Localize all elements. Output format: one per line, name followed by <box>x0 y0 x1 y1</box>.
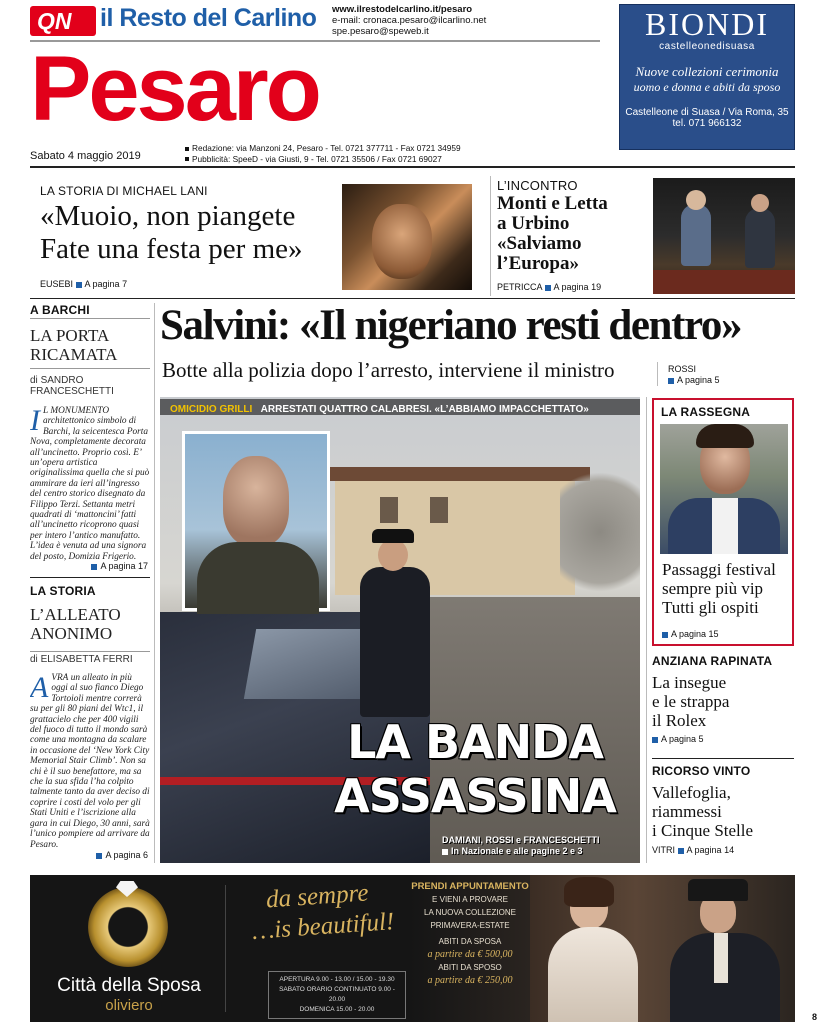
ricorso-line-3: i Cinque Stelle <box>652 821 754 840</box>
barchi-dropcap: I <box>30 406 40 437</box>
sposa-divider <box>225 885 226 1012</box>
grilli-big-title <box>310 715 640 823</box>
sposa-promo <box>410 875 530 1022</box>
header-rule <box>30 166 795 168</box>
redazione-info: Redazione: via Manzoni 24, Pesaro - Tel. 0721 377711 - Fax 0721 34959 <box>192 143 461 153</box>
barchi-byline: SANDRO FRANCESCHETTI <box>30 375 114 397</box>
grilli-big-1: LA BANDA <box>347 715 603 769</box>
couple-photo <box>530 875 795 1022</box>
rassegna-line-3: Tutti gli ospiti <box>662 598 759 617</box>
storia-page[interactable]: A pagina 6 <box>105 850 148 860</box>
grilli-credits: DAMIANI, ROSSI e FRANCESCHETTI <box>442 835 600 845</box>
barchi-page[interactable]: A pagina 17 <box>100 561 148 571</box>
house-window <box>430 497 448 523</box>
lani-author: EUSEBI <box>40 279 74 289</box>
city-title: Pesaro <box>30 38 319 140</box>
storia-byline-prefix: di <box>30 654 38 665</box>
anziana-line-1: La insegue <box>652 673 727 692</box>
grilli-banner-text: ARRESTATI QUATTRO CALABRESI. «L’ABBIAMO IMPACCHETTATO» <box>260 404 589 415</box>
house-roof <box>320 467 590 481</box>
top-strip-divider <box>490 176 491 296</box>
ricorso-author: VITRI <box>652 845 676 855</box>
sposa-promo-4: PRIMAVERA-ESTATE <box>430 921 510 930</box>
lead-author: ROSSI <box>668 364 697 374</box>
storia-dropcap: A <box>30 673 49 704</box>
storia-kicker: LA STORIA <box>30 584 96 598</box>
lani-kicker: LA STORIA DI MICHAEL LANI <box>40 184 208 198</box>
sposa-slogan-2: …is beautiful! <box>251 908 396 945</box>
email-cronaca[interactable]: e-mail: cronaca.pesaro@ilcarlino.net <box>332 15 487 26</box>
ad-biondi[interactable] <box>619 4 795 150</box>
ricorso-section[interactable] <box>652 764 794 864</box>
biondi-slogan-1: Nuove collezioni cerimonia <box>635 64 779 79</box>
lead-headline[interactable]: Salvini: «Il nigeriano resti dentro» <box>160 302 742 349</box>
anziana-section[interactable] <box>652 654 794 758</box>
sposa-promo-2: E VIENI A PROVARE <box>432 895 508 904</box>
barchi-title-1: LA PORTA <box>30 326 110 345</box>
tree <box>560 457 640 607</box>
barchi-body: L MONUMENTO architettonico simbolo di Barchi, la seicentesca Porta Nova, completamente decorata all’uncinetto. Proprio così. E’ un’opera artistica originalissima quella che si può ammirare da ieri all’ingresso del centro storico disegnato da Filippo Terzi. Settanta metri quadrati di ‘mattoncini’ fatti all’uncinetto ricoprono quasi per intero l’antico manufatto. L’idea è venuta ad una signora del posto, Domizia Frigerio. <box>30 406 150 562</box>
sposa-promo-1: PRENDI APPUNTAMENTO <box>411 881 529 892</box>
victim-portrait <box>182 431 330 611</box>
right-divider <box>646 397 647 863</box>
lead-meta <box>668 364 720 386</box>
rassegna-photo <box>660 424 788 554</box>
sposa-promo-8: a partire da € 250,00 <box>427 975 513 986</box>
barchi-title-2: RICAMATA <box>30 345 118 364</box>
anziana-line-3: il Rolex <box>652 711 707 730</box>
grilli-banner <box>160 399 640 415</box>
carabiniere <box>360 567 430 717</box>
masthead-date: Sabato 4 maggio 2019 <box>30 150 141 162</box>
sposa-promo-6: a partire da € 500,00 <box>427 949 513 960</box>
incontro-box[interactable] <box>497 176 797 296</box>
incontro-kicker: L’INCONTRO <box>497 178 578 193</box>
sposa-promo-7: ABITI DA SPOSO <box>438 963 502 972</box>
page-number: 8 <box>812 1012 818 1022</box>
anziana-line-2: e le strappa <box>652 692 730 711</box>
barchi-section[interactable] <box>30 303 150 575</box>
grilli-photo[interactable] <box>160 397 640 863</box>
incontro-line-3: «Salviamo <box>497 233 582 254</box>
sposa-sub: oliviero <box>105 997 153 1014</box>
house-window <box>380 497 398 523</box>
pubblicita-info: Pubblicità: SpeeD - via Giusti, 9 - Tel. 0721 35506 / Fax 0721 69027 <box>192 153 442 164</box>
email-spe[interactable]: spe.pesaro@speweb.it <box>332 26 429 37</box>
rassegna-line-2: sempre più vip <box>662 579 764 598</box>
top-strip-rule <box>30 298 795 299</box>
grilli-page[interactable]: In Nazionale e alle pagine 2 e 3 <box>451 846 583 856</box>
lead-subhead: Botte alla polizia dopo l’arresto, interviene il ministro <box>162 358 615 382</box>
storia-byline: ELISABETTA FERRI <box>40 654 133 665</box>
qn-logo <box>30 6 96 36</box>
sposa-slogan-1: da sempre <box>265 879 370 914</box>
carabiniere-cap <box>372 529 414 543</box>
web-address[interactable]: www.ilrestodelcarlino.it/pesaro <box>332 4 473 15</box>
ricorso-line-2: riammessi <box>652 802 722 821</box>
sposa-hours-2: SABATO ORARIO CONTINUATO 9.00 - 20.00 <box>279 986 395 1003</box>
masthead-contacts <box>332 4 486 37</box>
sposa-brand: Città della Sposa <box>57 975 201 996</box>
right-column-rule <box>652 758 794 759</box>
incontro-author: PETRICCA <box>497 282 543 292</box>
sposa-hours <box>268 971 406 1019</box>
lani-photo <box>342 184 472 290</box>
storia-body: VRÀ un alleato in più oggi al suo fianco Diego Tortoioli mentre correrà su per gli 80 piani del Wtc1, il grattacielo che per 400 vigili del fuoco di tutto il mondo sarà come una montagna da scalare in occasione del ‘New York City Memorial Stair Climb’. Non sa chi è il suo benefattore, ma sa che la sua sfida l’ha colpito talmente tanto da aver deciso di coprire i costi del volo per gli Stati Uniti e l’iscrizione alla gara in cui Diego, 30 anni, sarà l’unico pompiere ad arrivare da Pesaro. <box>30 673 150 850</box>
grilli-big-2: ASSASSINA <box>334 769 616 823</box>
biondi-slogan-2: uomo e donna e abiti da sposo <box>633 80 781 94</box>
incontro-page[interactable]: A pagina 19 <box>553 282 602 292</box>
storia-title-1: L’ALLEATO <box>30 605 121 624</box>
left-column-rule <box>30 577 150 578</box>
lead-page[interactable]: A pagina 5 <box>677 375 720 385</box>
sposa-promo-3: LA NUOVA COLLEZIONE <box>424 908 516 917</box>
barchi-byline-prefix: di <box>30 375 38 386</box>
ad-citta-sposa[interactable] <box>30 875 795 1022</box>
ring-icon <box>88 887 168 967</box>
rassegna-box[interactable] <box>652 398 794 646</box>
biondi-name: BIONDI <box>645 6 769 42</box>
masthead-info <box>185 143 461 164</box>
anziana-kicker: ANZIANA RAPINATA <box>652 654 773 668</box>
ricorso-kicker: RICORSO VINTO <box>652 764 751 778</box>
incontro-line-2: a Urbino <box>497 213 570 234</box>
rassegna-page[interactable]: A pagina 15 <box>671 629 719 639</box>
biondi-address: Castelleone di Suasa / Via Roma, 35 <box>625 107 789 118</box>
lani-headline-2: Fate una festa per me» <box>40 233 303 265</box>
sposa-hours-3: DOMENICA 15.00 - 20.00 <box>299 1006 375 1013</box>
sposa-hours-1: APERTURA 9.00 - 13.00 / 15.00 - 19.30 <box>279 976 395 983</box>
lani-headline-1: «Muoio, non piangete <box>40 200 296 232</box>
lead-meta-divider <box>657 362 658 386</box>
rassegna-kicker: LA RASSEGNA <box>661 405 751 419</box>
anziana-page[interactable]: A pagina 5 <box>661 734 704 744</box>
incontro-line-4: l’Europa» <box>497 253 580 274</box>
ricorso-page[interactable]: A pagina 14 <box>686 845 735 855</box>
lani-page[interactable]: A pagina 7 <box>84 279 128 289</box>
left-divider <box>154 303 155 863</box>
carabiniere-head <box>378 539 408 571</box>
incontro-line-1: Monti e Letta <box>497 193 608 214</box>
qn-logo-text: QN <box>37 8 72 34</box>
grilli-credits-box <box>442 835 600 857</box>
biondi-location: castelleonedisuasa <box>659 41 755 52</box>
incontro-photo <box>653 178 795 294</box>
brand-name: il Resto del Carlino <box>100 4 317 32</box>
grilli-tag: OMICIDIO GRILLI <box>170 404 253 415</box>
rassegna-line-1: Passaggi festival <box>662 560 776 579</box>
biondi-phone: tel. 071 966132 <box>672 118 742 129</box>
sposa-promo-5: ABITI DA SPOSA <box>438 937 502 946</box>
ricorso-line-1: Vallefoglia, <box>652 783 731 802</box>
lani-box[interactable] <box>30 176 485 296</box>
storia-title-2: ANONIMO <box>30 624 113 643</box>
barchi-kicker: A BARCHI <box>30 303 90 317</box>
storia-section[interactable] <box>30 584 150 864</box>
